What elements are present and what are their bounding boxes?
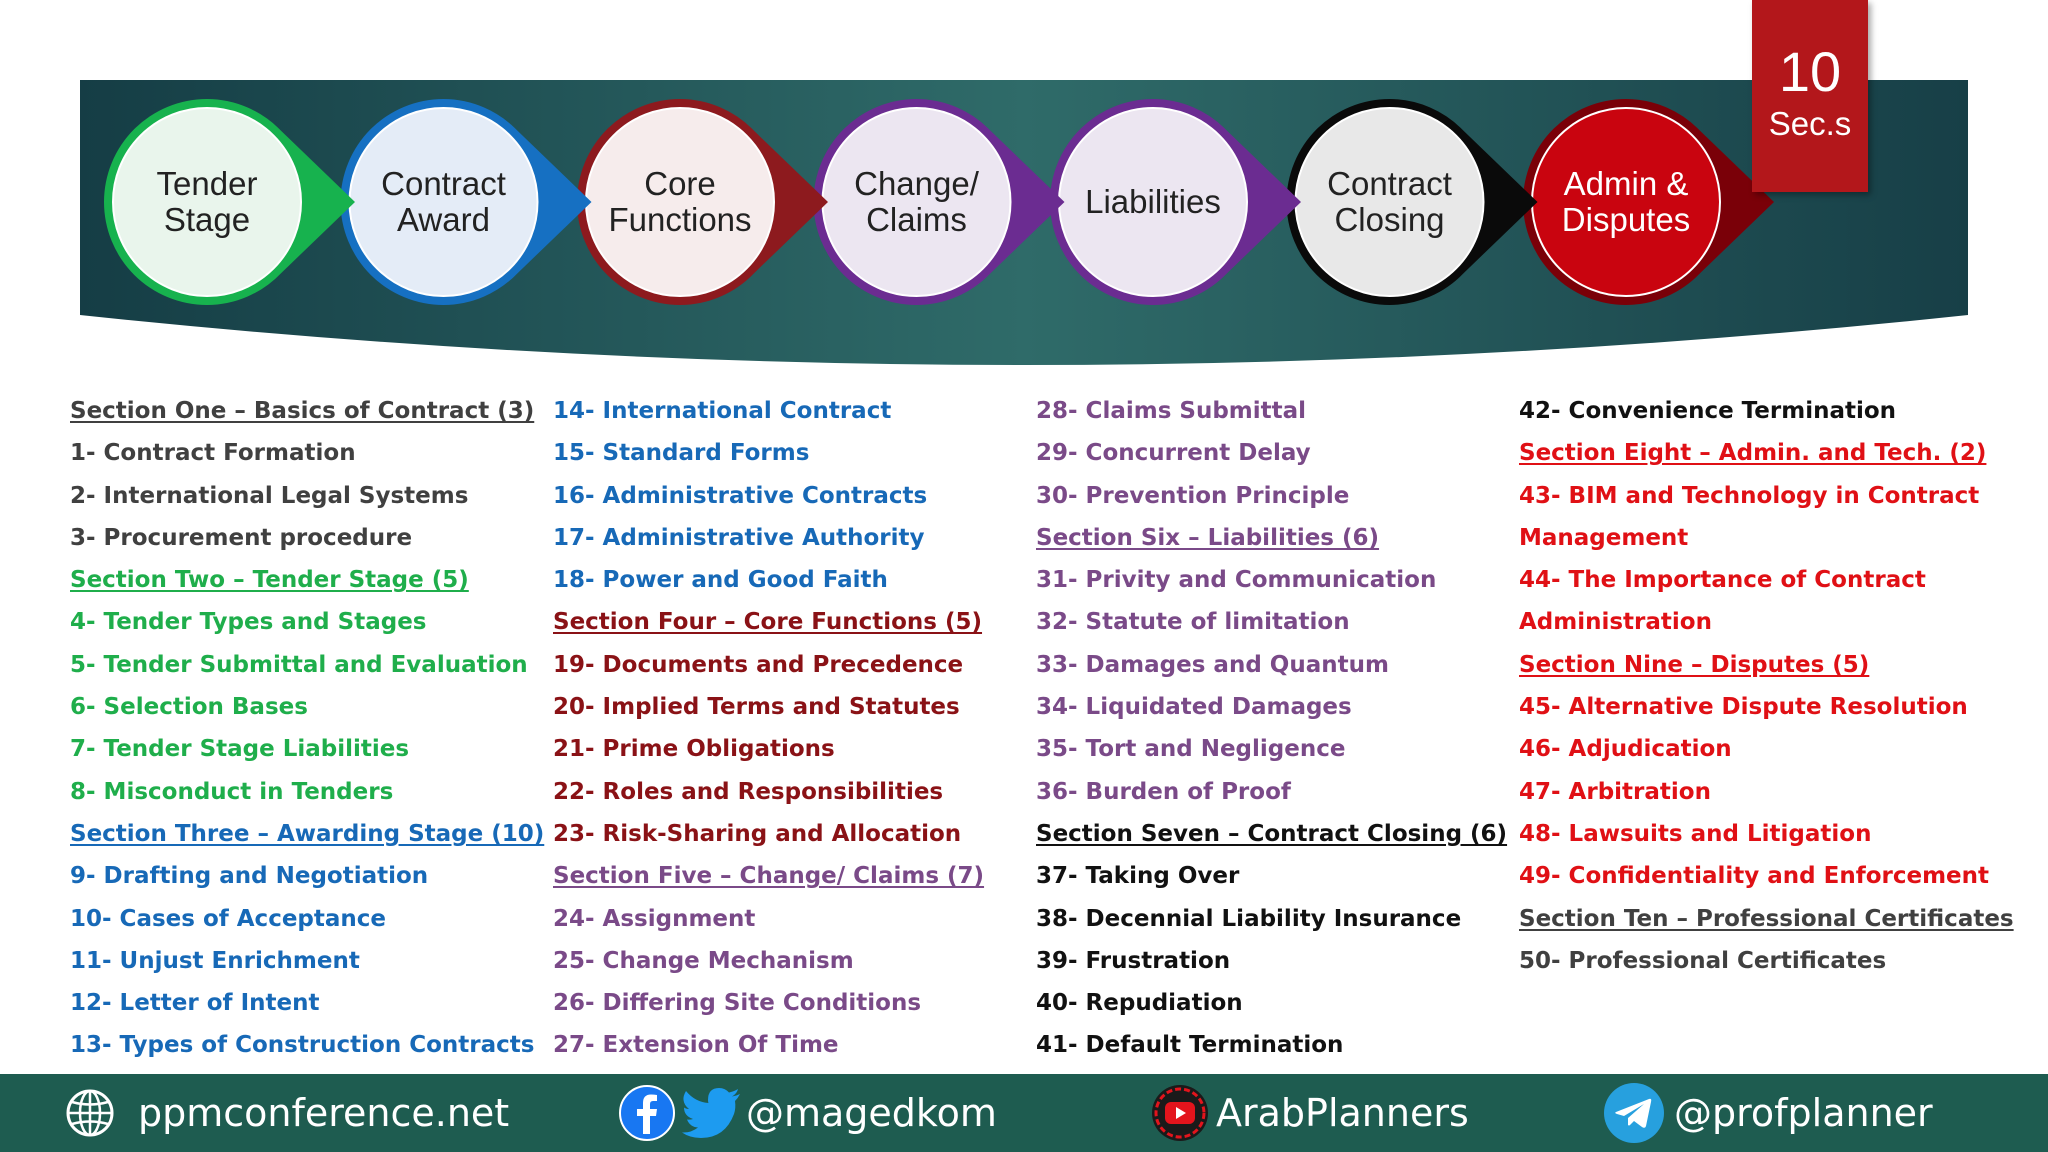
lesson-item: 38- Decennial Liability Insurance bbox=[1036, 905, 1462, 932]
website-link[interactable] bbox=[64, 1074, 509, 1152]
lesson-item: 5- Tender Submittal and Evaluation bbox=[70, 651, 528, 678]
lesson-item: 4- Tender Types and Stages bbox=[70, 609, 427, 636]
stage-label: Liabilities bbox=[1085, 183, 1221, 220]
lesson-item: 11- Unjust Enrichment bbox=[70, 947, 360, 974]
stage-label: Core bbox=[644, 165, 716, 202]
lesson-item: 6- Selection Bases bbox=[70, 694, 308, 721]
lesson-item: 33- Damages and Quantum bbox=[1036, 651, 1389, 678]
section-heading: Section Six – Liabilities (6) bbox=[1036, 524, 1380, 551]
telegram-icon bbox=[1602, 1081, 1666, 1145]
telegram-handle: @profplanner bbox=[1674, 1091, 1933, 1135]
lesson-item: 50- Professional Certificates bbox=[1519, 947, 1887, 974]
lesson-item: 30- Prevention Principle bbox=[1036, 482, 1350, 509]
twitter-link[interactable] bbox=[618, 1074, 997, 1152]
footer-bar bbox=[0, 1074, 2048, 1152]
lesson-item: 13- Types of Construction Contracts bbox=[70, 1032, 535, 1059]
lesson-item: 31- Privity and Communication bbox=[1036, 567, 1437, 594]
stage-label: Contract bbox=[1327, 165, 1452, 202]
lesson-item: 23- Risk-Sharing and Allocation bbox=[553, 820, 962, 847]
lesson-item: 25- Change Mechanism bbox=[553, 947, 854, 974]
lesson-item: 32- Statute of limitation bbox=[1036, 609, 1350, 636]
lesson-item: 17- Administrative Authority bbox=[553, 524, 925, 551]
section-heading: Section Seven – Contract Closing (6) bbox=[1036, 820, 1508, 847]
lesson-item: 27- Extension Of Time bbox=[553, 1032, 839, 1059]
stage-label: Change/ bbox=[854, 165, 979, 202]
timer-unit: Sec.s bbox=[1768, 105, 1852, 142]
twitter-icon bbox=[682, 1087, 742, 1139]
lesson-item: 24- Assignment bbox=[553, 905, 756, 932]
lesson-item: 8- Misconduct in Tenders bbox=[70, 778, 394, 805]
lesson-item: 45- Alternative Dispute Resolution bbox=[1519, 694, 1968, 721]
stage-flow-banner bbox=[80, 80, 1968, 380]
section-heading: Section Three – Awarding Stage (10) bbox=[70, 820, 545, 847]
lesson-item: 20- Implied Terms and Statutes bbox=[553, 694, 960, 721]
stage-label: Award bbox=[397, 201, 490, 238]
stage-label: Stage bbox=[163, 201, 251, 238]
stage-label: Admin & bbox=[1563, 165, 1689, 202]
section-heading: Section Five – Change/ Claims (7) bbox=[553, 863, 985, 890]
lesson-item: 41- Default Termination bbox=[1036, 1032, 1344, 1059]
lesson-item: 21- Prime Obligations bbox=[553, 736, 835, 763]
lesson-item: 3- Procurement procedure bbox=[70, 524, 413, 551]
globe-icon bbox=[64, 1087, 116, 1139]
lesson-item: 42- Convenience Termination bbox=[1519, 398, 1897, 424]
lesson-item: 15- Standard Forms bbox=[553, 440, 810, 467]
lesson-item: 43- BIM and Technology in Contract bbox=[1519, 482, 1980, 509]
timer-number: 10 bbox=[1778, 40, 1842, 103]
timer-badge bbox=[1752, 0, 1868, 192]
section-heading: Section Ten – Professional Certificates bbox=[1519, 905, 2014, 932]
lesson-item: 40- Repudiation bbox=[1036, 990, 1243, 1017]
youtube-link[interactable] bbox=[1150, 1074, 1469, 1152]
lesson-item: 26- Differing Site Conditions bbox=[553, 990, 922, 1017]
stage-label: Tender bbox=[156, 165, 258, 202]
twitter-handle: @magedkom bbox=[746, 1091, 997, 1135]
lesson-item: 2- International Legal Systems bbox=[70, 482, 469, 509]
website-text: ppmconference.net bbox=[138, 1091, 510, 1135]
stage-label: Disputes bbox=[1561, 201, 1691, 238]
lesson-item: 39- Frustration bbox=[1036, 947, 1231, 974]
stage-label: Contract bbox=[381, 165, 506, 202]
section-heading: Section Eight – Admin. and Tech. (2) bbox=[1519, 440, 1987, 467]
lesson-item: 1- Contract Formation bbox=[70, 440, 356, 467]
youtube-icon bbox=[1150, 1083, 1210, 1143]
lesson-item: 35- Tort and Negligence bbox=[1036, 736, 1346, 763]
lesson-item: 22- Roles and Responsibilities bbox=[553, 778, 944, 805]
lesson-item: 16- Administrative Contracts bbox=[553, 482, 928, 509]
stage-label: Functions bbox=[608, 201, 752, 238]
lesson-item: 10- Cases of Acceptance bbox=[70, 905, 387, 932]
lesson-item: 19- Documents and Precedence bbox=[553, 651, 964, 678]
lesson-item: Administration bbox=[1519, 609, 1712, 636]
outline-column-3 bbox=[1036, 395, 1506, 1072]
lesson-item: 18- Power and Good Faith bbox=[553, 567, 888, 594]
section-heading: Section Two – Tender Stage (5) bbox=[70, 567, 469, 594]
lesson-item: 47- Arbitration bbox=[1519, 778, 1711, 805]
section-heading: Section Four – Core Functions (5) bbox=[553, 609, 983, 636]
section-heading: Section Nine – Disputes (5) bbox=[1519, 651, 1870, 678]
stage-label: Claims bbox=[866, 201, 967, 238]
lesson-item: 29- Concurrent Delay bbox=[1036, 440, 1311, 467]
lesson-item: 14- International Contract bbox=[553, 398, 892, 424]
lesson-item: 36- Burden of Proof bbox=[1036, 778, 1291, 805]
lesson-item: 37- Taking Over bbox=[1036, 863, 1240, 890]
course-outline bbox=[70, 395, 2014, 1075]
lesson-item: 34- Liquidated Damages bbox=[1036, 694, 1352, 721]
outline-column-2 bbox=[553, 395, 1023, 1072]
lesson-item: 46- Adjudication bbox=[1519, 736, 1732, 763]
youtube-channel: ArabPlanners bbox=[1216, 1091, 1469, 1135]
lesson-item: 48- Lawsuits and Litigation bbox=[1519, 820, 1872, 847]
lesson-item: 49- Confidentiality and Enforcement bbox=[1519, 863, 1990, 890]
facebook-icon bbox=[618, 1084, 676, 1142]
stage-label: Closing bbox=[1334, 201, 1445, 238]
telegram-link[interactable] bbox=[1602, 1074, 1933, 1152]
outline-column-1 bbox=[70, 395, 545, 1072]
lesson-item: 7- Tender Stage Liabilities bbox=[70, 736, 410, 763]
outline-column-4 bbox=[1519, 395, 2014, 987]
lesson-item: Management bbox=[1519, 524, 1689, 551]
section-heading: Section One – Basics of Contract (3) bbox=[70, 398, 535, 424]
lesson-item: 44- The Importance of Contract bbox=[1519, 567, 1926, 594]
lesson-item: 12- Letter of Intent bbox=[70, 990, 320, 1017]
lesson-item: 28- Claims Submittal bbox=[1036, 398, 1307, 424]
lesson-item: 9- Drafting and Negotiation bbox=[70, 863, 429, 890]
